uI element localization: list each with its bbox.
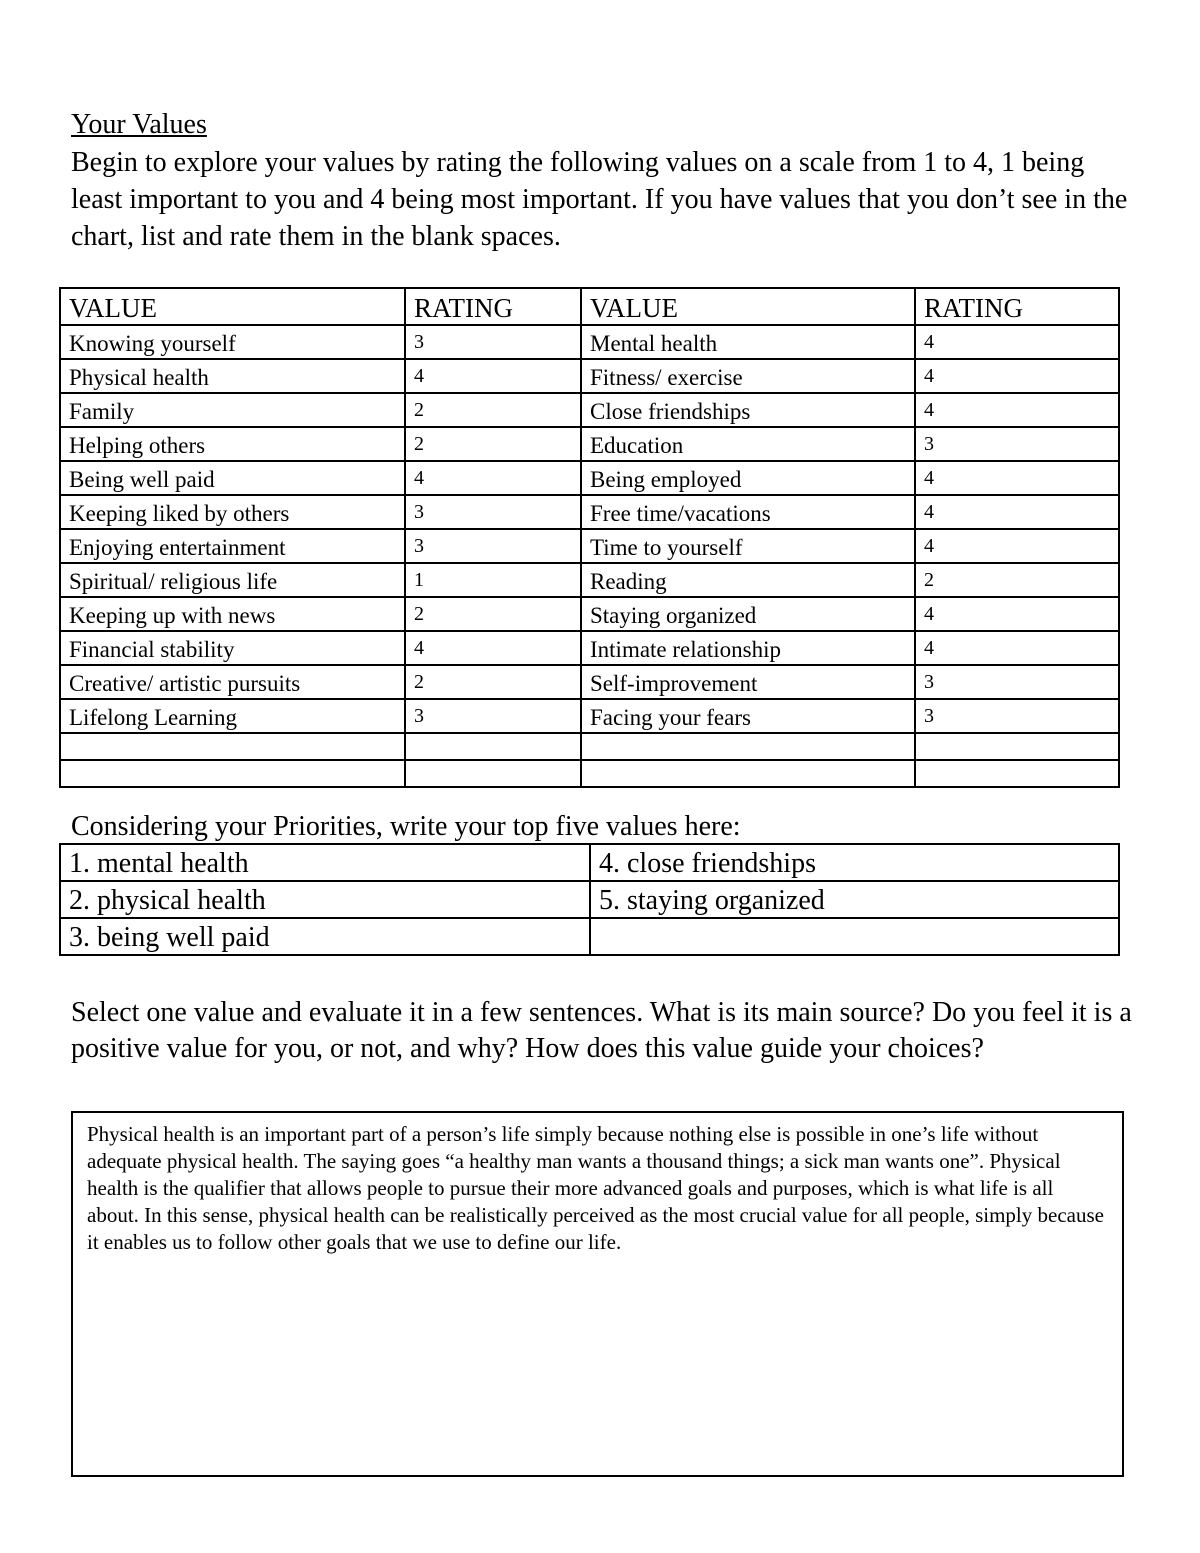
priority-cell: 2. physical health <box>60 881 590 918</box>
rating-cell: 3 <box>915 665 1119 699</box>
priority-row <box>60 844 1119 881</box>
table-row <box>60 529 1119 563</box>
column-header-rating: RATING <box>915 288 1119 325</box>
value-cell: Physical health <box>60 359 405 393</box>
value-cell: Spiritual/ religious life <box>60 563 405 597</box>
rating-cell: 4 <box>915 597 1119 631</box>
table-row <box>60 393 1119 427</box>
value-cell: Staying organized <box>581 597 915 631</box>
blank-cell[interactable] <box>405 733 581 760</box>
blank-cell[interactable] <box>581 760 915 787</box>
rating-cell: 4 <box>405 359 581 393</box>
rating-cell: 4 <box>915 529 1119 563</box>
column-header-value: VALUE <box>60 288 405 325</box>
table-row <box>60 495 1119 529</box>
value-cell: Lifelong Learning <box>60 699 405 733</box>
rating-cell: 3 <box>915 699 1119 733</box>
value-cell: Self-improvement <box>581 665 915 699</box>
value-cell: Time to yourself <box>581 529 915 563</box>
priority-cell: 4. close friendships <box>590 844 1119 881</box>
table-row <box>60 563 1119 597</box>
priorities-table <box>59 843 1120 956</box>
table-header-row <box>60 288 1119 325</box>
rating-cell: 2 <box>405 597 581 631</box>
value-cell: Keeping up with news <box>60 597 405 631</box>
column-header-value: VALUE <box>581 288 915 325</box>
blank-cell[interactable] <box>915 760 1119 787</box>
value-cell: Being employed <box>581 461 915 495</box>
rating-cell: 4 <box>405 631 581 665</box>
priority-row <box>60 881 1119 918</box>
priorities-heading: Considering your Priorities, write your top five values here: <box>71 811 741 842</box>
table-row <box>60 631 1119 665</box>
value-cell: Enjoying entertainment <box>60 529 405 563</box>
value-cell: Creative/ artistic pursuits <box>60 665 405 699</box>
rating-cell: 3 <box>405 325 581 359</box>
value-cell: Reading <box>581 563 915 597</box>
blank-cell[interactable] <box>60 733 405 760</box>
blank-cell[interactable] <box>581 733 915 760</box>
table-row <box>60 597 1119 631</box>
priority-cell: 3. being well paid <box>60 918 590 955</box>
rating-cell: 2 <box>405 427 581 461</box>
rating-cell: 2 <box>915 563 1119 597</box>
rating-cell: 3 <box>405 529 581 563</box>
column-header-rating: RATING <box>405 288 581 325</box>
rating-cell: 3 <box>405 495 581 529</box>
blank-cell[interactable] <box>60 760 405 787</box>
blank-row <box>60 733 1119 760</box>
value-cell: Intimate relationship <box>581 631 915 665</box>
value-cell: Being well paid <box>60 461 405 495</box>
rating-cell: 4 <box>915 359 1119 393</box>
value-cell: Helping others <box>60 427 405 461</box>
rating-cell: 2 <box>405 393 581 427</box>
rating-cell: 4 <box>915 631 1119 665</box>
table-row <box>60 461 1119 495</box>
table-row <box>60 325 1119 359</box>
rating-cell: 4 <box>915 325 1119 359</box>
value-cell: Fitness/ exercise <box>581 359 915 393</box>
value-cell: Free time/vacations <box>581 495 915 529</box>
value-cell: Education <box>581 427 915 461</box>
rating-cell: 4 <box>915 393 1119 427</box>
priority-cell: 1. mental health <box>60 844 590 881</box>
rating-cell: 4 <box>915 495 1119 529</box>
rating-cell: 2 <box>405 665 581 699</box>
evaluation-prompt: Select one value and evaluate it in a few sentences. What is its main source? Do you feel it is a positive value for you, or not, and why? How does this value guide your choices? <box>71 997 1132 1064</box>
value-cell: Family <box>60 393 405 427</box>
value-cell: Knowing yourself <box>60 325 405 359</box>
table-row <box>60 427 1119 461</box>
table-row <box>60 359 1119 393</box>
intro-paragraph: Begin to explore your values by rating the following values on a scale from 1 to 4, 1 being least important to you and 4 being most important. If you have values that you don’t see in the chart, list and rate them in the blank spaces. <box>71 147 1128 252</box>
blank-cell[interactable] <box>915 733 1119 760</box>
page-title: Your Values <box>71 109 207 140</box>
blank-row <box>60 760 1119 787</box>
answer-textbox[interactable]: Physical health is an important part of a person’s life simply because nothing else is possible in one’s life without adequate physical health. The saying goes “a healthy man wants a thousand things; a sick man wants one”. Physical health is the qualifier that allows people to pursue their more advanced goals and purposes, which is what life is all about. In this sense, physical health can be realistically perceived as the most crucial value for all people, simply because it enables us to follow other goals that we use to define our life. <box>71 1111 1124 1477</box>
blank-cell[interactable] <box>405 760 581 787</box>
value-cell: Facing your fears <box>581 699 915 733</box>
values-table <box>59 287 1120 788</box>
table-row <box>60 699 1119 733</box>
value-cell: Financial stability <box>60 631 405 665</box>
value-cell: Keeping liked by others <box>60 495 405 529</box>
priority-cell <box>590 918 1119 955</box>
value-cell: Mental health <box>581 325 915 359</box>
rating-cell: 4 <box>915 461 1119 495</box>
priority-cell: 5. staying organized <box>590 881 1119 918</box>
value-cell: Close friendships <box>581 393 915 427</box>
rating-cell: 1 <box>405 563 581 597</box>
rating-cell: 4 <box>405 461 581 495</box>
rating-cell: 3 <box>915 427 1119 461</box>
priority-row <box>60 918 1119 955</box>
table-row <box>60 665 1119 699</box>
rating-cell: 3 <box>405 699 581 733</box>
